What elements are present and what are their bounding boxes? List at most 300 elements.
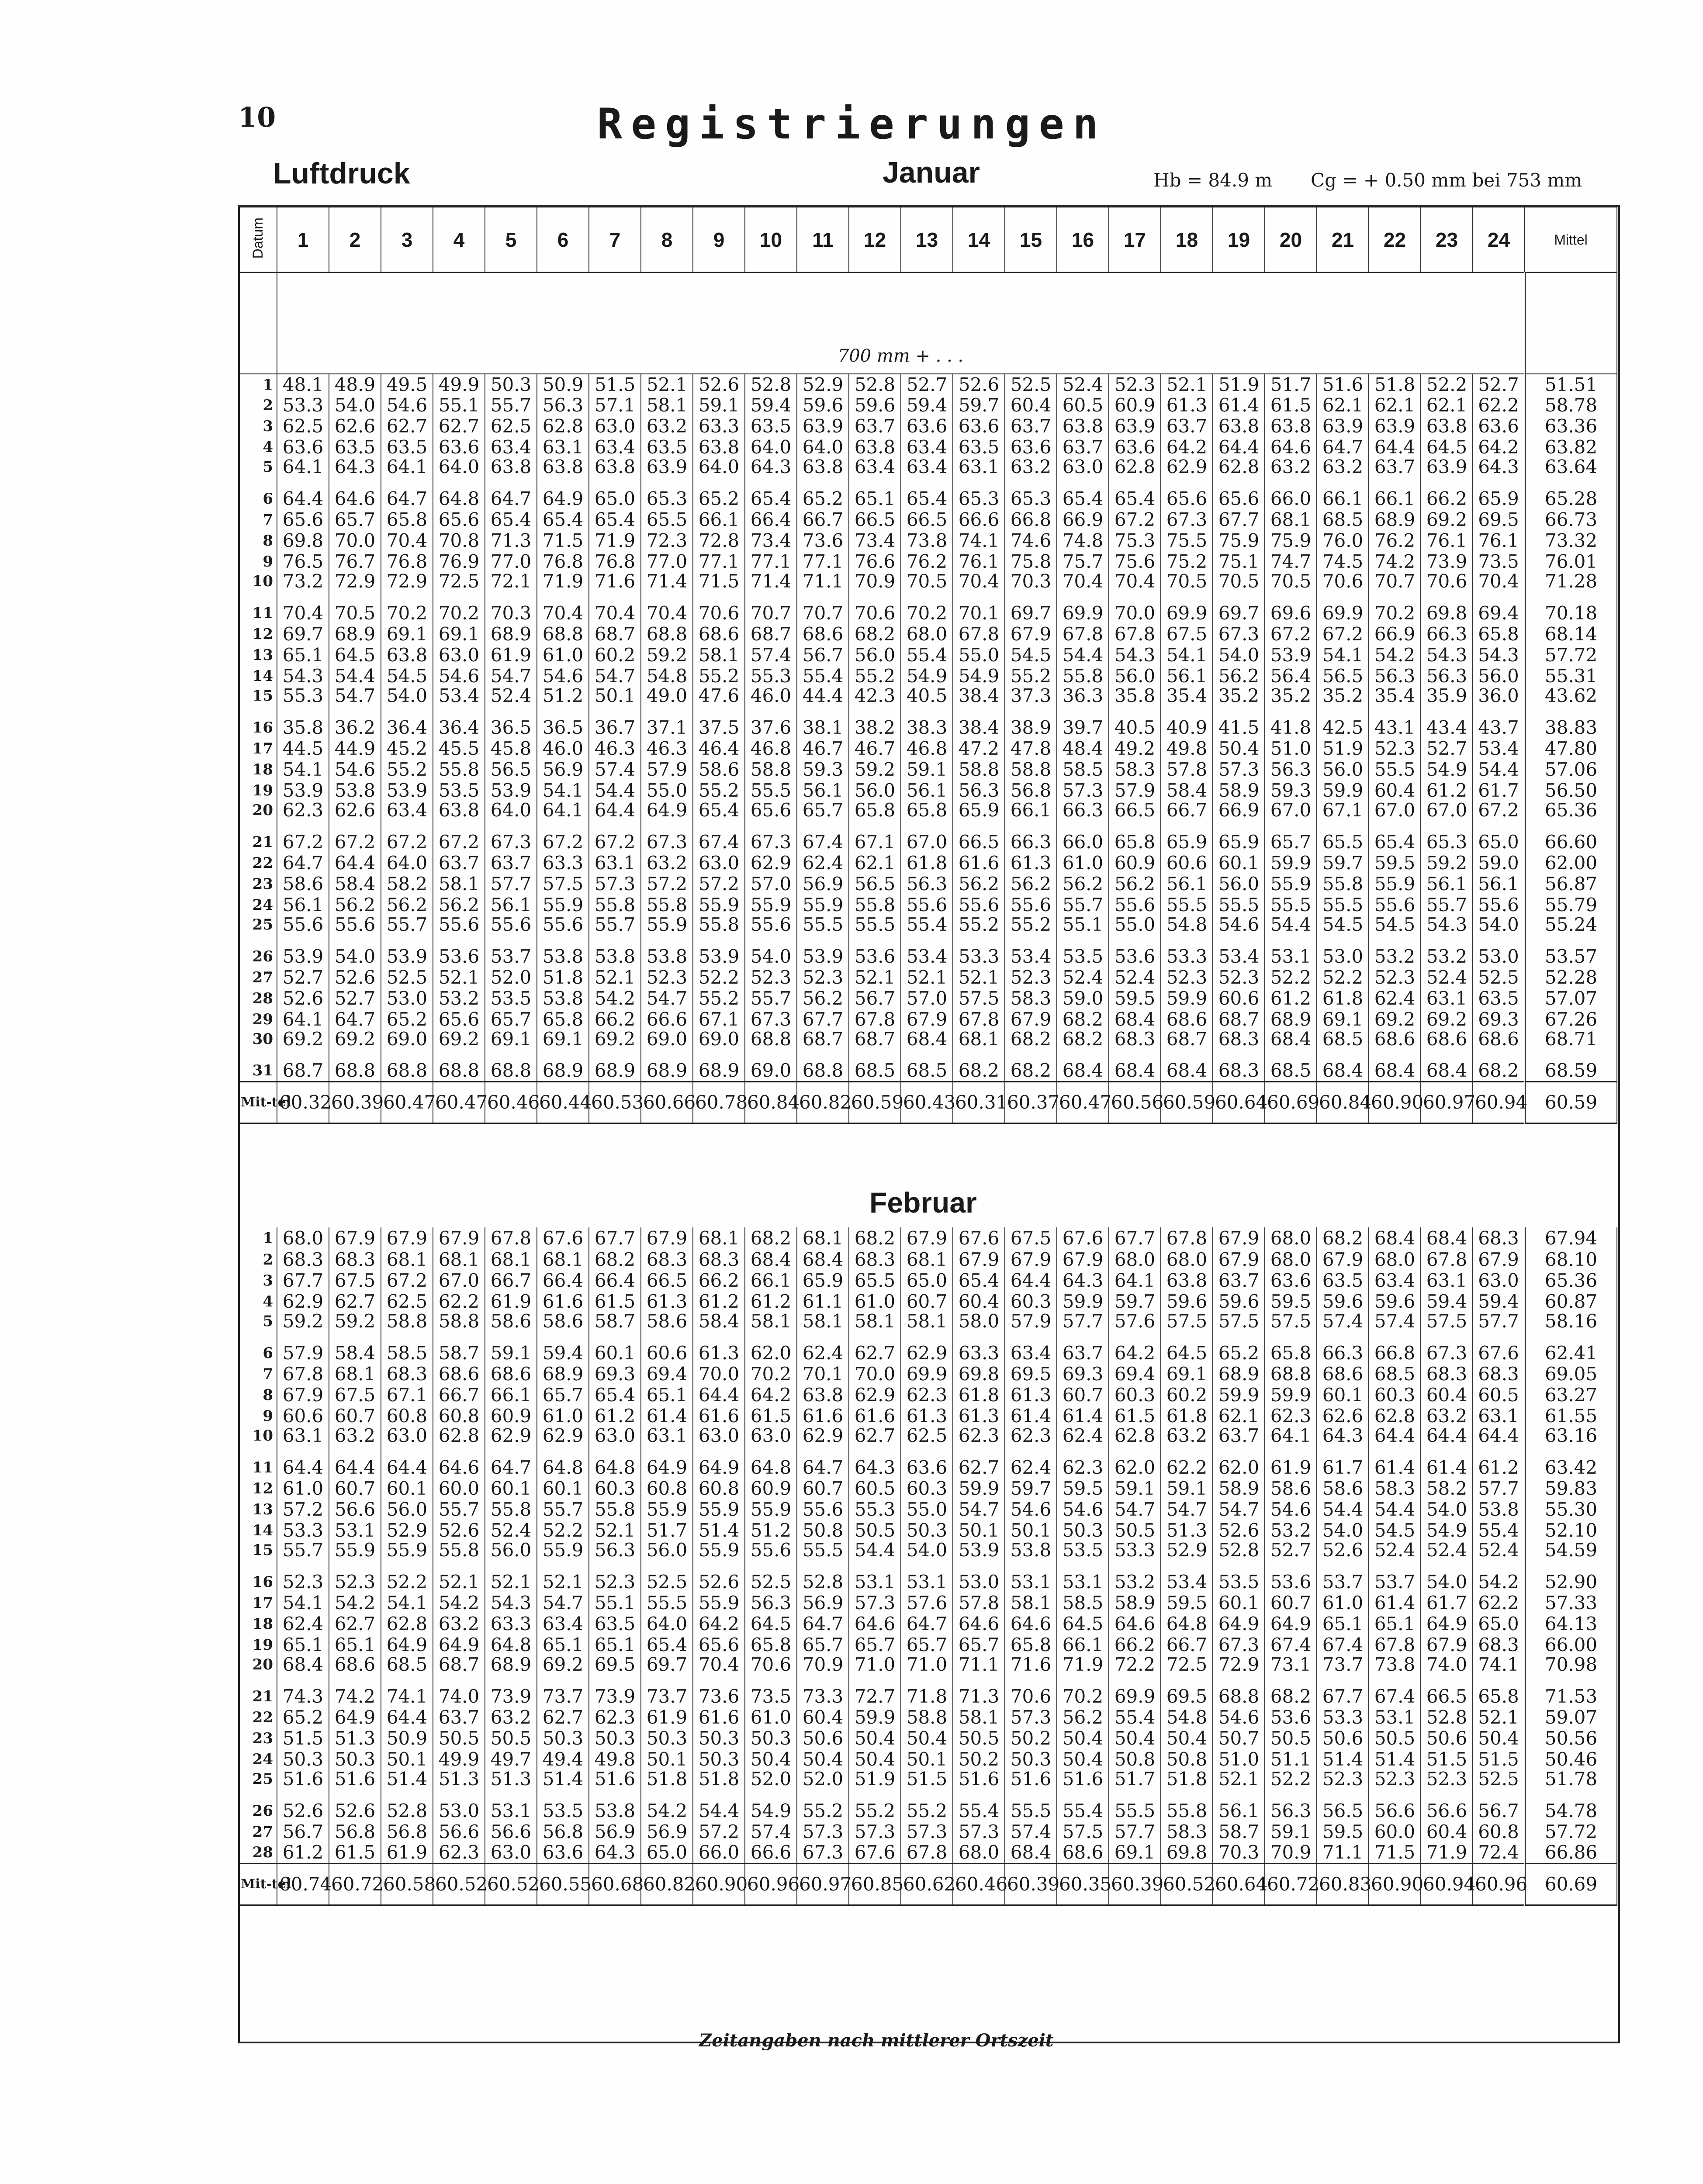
hourly-value: 63.8 — [537, 458, 589, 488]
hourly-value: 68.8 — [537, 624, 589, 645]
hourly-value: 62.8 — [433, 1427, 485, 1457]
hourly-value: 52.3 — [277, 1572, 329, 1593]
hourly-value: 65.3 — [641, 488, 693, 509]
header-row — [239, 207, 1617, 273]
hourly-value: 63.2 — [1421, 1406, 1473, 1427]
hourly-value: 55.6 — [537, 916, 589, 946]
hourly-value: 58.7 — [1213, 1821, 1265, 1842]
hourly-value: 64.1 — [1109, 1270, 1161, 1291]
hourly-value: 68.3 — [1213, 1061, 1265, 1082]
hourly-value: 63.5 — [953, 437, 1005, 458]
hourly-value: 68.8 — [1213, 1686, 1265, 1707]
hourly-value: 57.3 — [849, 1593, 901, 1614]
table-row — [239, 1030, 1617, 1061]
hourly-mean: 60.82 — [641, 1863, 693, 1905]
hourly-mean: 60.32 — [277, 1082, 329, 1123]
hourly-value: 53.4 — [901, 946, 953, 967]
hourly-value: 63.2 — [641, 853, 693, 874]
hourly-value: 55.6 — [797, 1499, 849, 1520]
hourly-value: 68.9 — [1213, 1364, 1265, 1385]
hourly-value: 70.6 — [1005, 1686, 1057, 1707]
hourly-value: 73.9 — [1421, 551, 1473, 572]
hourly-value: 69.7 — [277, 624, 329, 645]
hourly-value: 59.1 — [693, 395, 745, 416]
hourly-value: 59.6 — [849, 395, 901, 416]
hourly-value: 77.1 — [797, 551, 849, 572]
hourly-value: 68.1 — [381, 1249, 433, 1270]
table-row — [239, 1614, 1617, 1635]
hourly-value: 50.5 — [485, 1728, 537, 1749]
hourly-value: 65.8 — [1109, 832, 1161, 853]
hourly-value: 56.7 — [1473, 1800, 1525, 1821]
day-number: 11 — [239, 603, 277, 624]
header-hour: 2 — [329, 207, 381, 273]
hourly-value: 66.3 — [1421, 624, 1473, 645]
hourly-value: 52.1 — [433, 1572, 485, 1593]
hourly-value: 63.7 — [1005, 416, 1057, 437]
hourly-value: 66.0 — [1057, 832, 1109, 853]
hourly-value: 67.2 — [1473, 801, 1525, 832]
hourly-value: 38.2 — [849, 717, 901, 738]
hourly-value: 58.3 — [1369, 1478, 1421, 1499]
hourly-value: 68.3 — [1109, 1030, 1161, 1061]
hourly-value: 69.1 — [381, 624, 433, 645]
hourly-value: 64.3 — [745, 458, 797, 488]
hourly-value: 64.5 — [1161, 1343, 1213, 1364]
hourly-value: 63.2 — [1005, 458, 1057, 488]
hourly-value: 57.7 — [485, 874, 537, 895]
hourly-value: 58.2 — [1421, 1478, 1473, 1499]
hourly-value: 54.5 — [1317, 916, 1369, 946]
hourly-value: 46.0 — [745, 687, 797, 717]
hourly-value: 63.9 — [1369, 416, 1421, 437]
hourly-value: 64.9 — [641, 1457, 693, 1478]
daily-mean: 65.28 — [1525, 488, 1617, 509]
daily-mean: 59.07 — [1525, 1707, 1617, 1728]
table-row — [239, 687, 1617, 717]
hourly-value: 59.6 — [797, 395, 849, 416]
hourly-value: 66.8 — [1369, 1343, 1421, 1364]
hourly-value: 64.4 — [1369, 1427, 1421, 1457]
hourly-value: 51.7 — [641, 1520, 693, 1541]
hourly-value: 63.2 — [641, 416, 693, 437]
hourly-value: 57.7 — [1109, 1821, 1161, 1842]
hourly-value: 74.7 — [1265, 551, 1317, 572]
hourly-value: 60.6 — [1213, 988, 1265, 1009]
hourly-value: 71.4 — [641, 572, 693, 603]
hourly-value: 52.7 — [1265, 1541, 1317, 1572]
day-number: 22 — [239, 1707, 277, 1728]
hourly-value: 54.8 — [641, 666, 693, 687]
hourly-value: 60.9 — [745, 1478, 797, 1499]
hourly-value: 53.4 — [1005, 946, 1057, 967]
hourly-value: 67.8 — [849, 1009, 901, 1030]
hourly-value: 63.9 — [1109, 416, 1161, 437]
hourly-value: 66.5 — [1109, 801, 1161, 832]
hourly-value: 40.5 — [1109, 717, 1161, 738]
hourly-value: 49.4 — [537, 1749, 589, 1770]
table-row — [239, 832, 1617, 853]
hourly-value: 69.2 — [329, 1030, 381, 1061]
hourly-value: 67.9 — [1213, 1249, 1265, 1270]
hourly-value: 49.8 — [1161, 738, 1213, 759]
hourly-mean: 60.35 — [1057, 1863, 1109, 1905]
hourly-value: 70.4 — [589, 603, 641, 624]
daily-mean: 50.46 — [1525, 1749, 1617, 1770]
hourly-value: 67.9 — [1421, 1635, 1473, 1655]
hourly-value: 61.5 — [745, 1406, 797, 1427]
hourly-value: 55.0 — [1109, 916, 1161, 946]
hourly-value: 70.5 — [1265, 572, 1317, 603]
hourly-value: 57.9 — [641, 759, 693, 780]
hourly-value: 55.6 — [745, 1541, 797, 1572]
februar-table — [238, 1227, 1617, 1906]
hourly-value: 59.2 — [277, 1312, 329, 1343]
hourly-value: 52.3 — [1161, 967, 1213, 988]
hourly-value: 62.4 — [797, 1343, 849, 1364]
hourly-value: 51.4 — [381, 1770, 433, 1800]
hourly-value: 57.7 — [1057, 1312, 1109, 1343]
hourly-value: 62.3 — [433, 1842, 485, 1863]
hourly-value: 67.6 — [953, 1227, 1005, 1249]
hourly-value: 63.6 — [901, 416, 953, 437]
hourly-value: 69.1 — [1109, 1842, 1161, 1863]
hourly-value: 59.7 — [1317, 853, 1369, 874]
hourly-value: 52.7 — [1421, 738, 1473, 759]
hourly-value: 74.1 — [1473, 1655, 1525, 1686]
hourly-mean: 60.52 — [485, 1863, 537, 1905]
hourly-value: 53.8 — [537, 988, 589, 1009]
hourly-value: 62.8 — [537, 416, 589, 437]
hourly-value: 68.3 — [1421, 1364, 1473, 1385]
hourly-value: 52.5 — [1005, 374, 1057, 395]
hourly-value: 56.2 — [433, 895, 485, 916]
hourly-value: 51.3 — [329, 1728, 381, 1749]
hourly-value: 50.3 — [693, 1728, 745, 1749]
hourly-value: 70.2 — [433, 603, 485, 624]
hourly-value: 70.5 — [329, 603, 381, 624]
hourly-value: 67.8 — [1421, 1249, 1473, 1270]
hourly-value: 73.2 — [277, 572, 329, 603]
hourly-value: 57.0 — [901, 988, 953, 1009]
hourly-value: 55.8 — [641, 895, 693, 916]
day-number: 12 — [239, 1478, 277, 1499]
daily-mean: 62.00 — [1525, 853, 1617, 874]
hourly-value: 60.8 — [381, 1406, 433, 1427]
hourly-value: 54.9 — [953, 666, 1005, 687]
hourly-value: 67.9 — [1005, 1249, 1057, 1270]
day-number: 7 — [239, 1364, 277, 1385]
hourly-value: 72.1 — [485, 572, 537, 603]
daily-mean: 55.31 — [1525, 666, 1617, 687]
hourly-value: 62.1 — [1213, 1406, 1265, 1427]
hourly-value: 51.2 — [537, 687, 589, 717]
hourly-value: 63.8 — [1057, 416, 1109, 437]
hourly-value: 68.6 — [1161, 1009, 1213, 1030]
hourly-value: 45.5 — [433, 738, 485, 759]
mittel-label: Mit-tel — [239, 1082, 277, 1123]
hourly-value: 52.6 — [693, 1572, 745, 1593]
hourly-value: 67.9 — [1057, 1249, 1109, 1270]
hourly-value: 63.4 — [901, 458, 953, 488]
hourly-value: 55.4 — [1473, 1520, 1525, 1541]
hourly-value: 63.7 — [1213, 1427, 1265, 1457]
hourly-value: 54.2 — [1473, 1572, 1525, 1593]
hourly-value: 63.6 — [1005, 437, 1057, 458]
hourly-value: 63.8 — [849, 437, 901, 458]
table-row — [239, 1478, 1617, 1499]
hourly-value: 61.4 — [1421, 1457, 1473, 1478]
hourly-value: 65.0 — [1473, 832, 1525, 853]
hourly-value: 64.0 — [641, 1614, 693, 1635]
hourly-value: 44.4 — [797, 687, 849, 717]
hourly-value: 65.8 — [381, 509, 433, 530]
hourly-value: 65.8 — [1473, 624, 1525, 645]
hourly-value: 52.1 — [641, 374, 693, 395]
hourly-value: 66.5 — [1421, 1686, 1473, 1707]
hourly-mean: 60.78 — [693, 1082, 745, 1123]
hourly-value: 74.1 — [381, 1686, 433, 1707]
hourly-value: 69.9 — [1161, 603, 1213, 624]
hourly-value: 68.2 — [849, 624, 901, 645]
header-hour: 17 — [1109, 207, 1161, 273]
daily-mean: 52.90 — [1525, 1572, 1617, 1593]
hourly-value: 64.1 — [277, 458, 329, 488]
hourly-value: 58.6 — [693, 759, 745, 780]
hourly-value: 57.8 — [1161, 759, 1213, 780]
hourly-value: 52.5 — [1473, 967, 1525, 988]
hourly-value: 63.4 — [901, 437, 953, 458]
hourly-value: 63.4 — [381, 801, 433, 832]
hourly-value: 65.6 — [277, 509, 329, 530]
table-row — [239, 1364, 1617, 1385]
hourly-value: 59.7 — [953, 395, 1005, 416]
hourly-value: 57.3 — [901, 1821, 953, 1842]
hourly-value: 60.6 — [277, 1406, 329, 1427]
hourly-value: 60.1 — [1213, 853, 1265, 874]
hourly-value: 62.9 — [537, 1427, 589, 1457]
hourly-value: 64.7 — [797, 1614, 849, 1635]
hourly-value: 68.5 — [1317, 509, 1369, 530]
daily-mean: 57.33 — [1525, 1593, 1617, 1614]
hourly-value: 64.4 — [1005, 1270, 1057, 1291]
hourly-value: 52.5 — [641, 1572, 693, 1593]
hourly-value: 52.6 — [329, 1800, 381, 1821]
hourly-value: 68.4 — [745, 1249, 797, 1270]
hourly-value: 69.1 — [433, 624, 485, 645]
hourly-value: 68.2 — [1005, 1030, 1057, 1061]
hourly-value: 46.7 — [849, 738, 901, 759]
hourly-value: 63.1 — [953, 458, 1005, 488]
hourly-value: 56.2 — [797, 988, 849, 1009]
table-row — [239, 1707, 1617, 1728]
hourly-value: 52.9 — [1161, 1541, 1213, 1572]
hourly-value: 62.7 — [537, 1707, 589, 1728]
hourly-value: 62.8 — [1109, 1427, 1161, 1457]
hourly-value: 70.6 — [693, 603, 745, 624]
day-number: 28 — [239, 988, 277, 1009]
hourly-value: 66.1 — [1317, 488, 1369, 509]
day-number: 1 — [239, 374, 277, 395]
hourly-value: 60.3 — [589, 1478, 641, 1499]
day-number: 22 — [239, 853, 277, 874]
hourly-value: 68.0 — [1369, 1249, 1421, 1270]
hourly-value: 55.8 — [485, 1499, 537, 1520]
hourly-value: 56.8 — [537, 1821, 589, 1842]
hourly-value: 54.7 — [1213, 1499, 1265, 1520]
hourly-value: 50.4 — [849, 1749, 901, 1770]
hourly-value: 66.1 — [1005, 801, 1057, 832]
hourly-value: 58.6 — [1265, 1478, 1317, 1499]
hourly-value: 56.7 — [849, 988, 901, 1009]
hourly-value: 56.9 — [797, 874, 849, 895]
hourly-value: 64.3 — [1057, 1270, 1109, 1291]
hourly-value: 53.3 — [1161, 946, 1213, 967]
header-hour: 19 — [1213, 207, 1265, 273]
hourly-value: 55.1 — [433, 395, 485, 416]
hourly-value: 65.0 — [901, 1270, 953, 1291]
hourly-value: 51.5 — [589, 374, 641, 395]
hourly-value: 44.9 — [329, 738, 381, 759]
hourly-value: 50.1 — [641, 1749, 693, 1770]
header-hour: 24 — [1473, 207, 1525, 273]
hourly-value: 54.6 — [1265, 1499, 1317, 1520]
hourly-value: 67.4 — [1369, 1686, 1421, 1707]
hourly-value: 61.9 — [485, 645, 537, 666]
hourly-value: 56.2 — [1109, 874, 1161, 895]
hourly-value: 54.0 — [1473, 916, 1525, 946]
hourly-value: 52.8 — [745, 374, 797, 395]
hourly-value: 58.6 — [277, 874, 329, 895]
hourly-value: 66.1 — [745, 1270, 797, 1291]
hourly-value: 59.1 — [485, 1343, 537, 1364]
daily-mean: 55.79 — [1525, 895, 1617, 916]
hourly-value: 67.2 — [537, 832, 589, 853]
hourly-value: 69.3 — [1473, 1009, 1525, 1030]
table-row — [239, 624, 1617, 645]
hourly-value: 64.0 — [433, 458, 485, 488]
hourly-value: 69.5 — [589, 1655, 641, 1686]
hourly-value: 64.7 — [485, 488, 537, 509]
hourly-value: 58.4 — [329, 1343, 381, 1364]
hourly-value: 74.2 — [1369, 551, 1421, 572]
hourly-value: 64.2 — [1161, 437, 1213, 458]
hourly-value: 55.3 — [277, 687, 329, 717]
hourly-value: 54.3 — [277, 666, 329, 687]
hourly-value: 67.3 — [1213, 624, 1265, 645]
hourly-mean: 60.31 — [953, 1082, 1005, 1123]
hourly-value: 70.2 — [381, 603, 433, 624]
hourly-value: 53.3 — [277, 395, 329, 416]
hourly-value: 60.9 — [1109, 395, 1161, 416]
hourly-value: 62.9 — [849, 1385, 901, 1406]
hourly-value: 35.2 — [1213, 687, 1265, 717]
hourly-value: 67.4 — [1317, 1635, 1369, 1655]
hourly-value: 54.9 — [745, 1800, 797, 1821]
hourly-value: 63.0 — [433, 645, 485, 666]
hourly-value: 65.9 — [1473, 488, 1525, 509]
hourly-value: 59.9 — [1057, 1291, 1109, 1312]
hourly-value: 53.3 — [1317, 1707, 1369, 1728]
hourly-value: 66.6 — [641, 1009, 693, 1030]
hourly-value: 62.2 — [433, 1291, 485, 1312]
hourly-value: 60.7 — [1057, 1385, 1109, 1406]
hourly-value: 53.2 — [1265, 1520, 1317, 1541]
hourly-value: 63.6 — [277, 437, 329, 458]
hourly-value: 58.1 — [433, 874, 485, 895]
hourly-value: 52.4 — [1057, 967, 1109, 988]
hourly-value: 55.6 — [901, 895, 953, 916]
hourly-value: 62.7 — [849, 1427, 901, 1457]
hourly-value: 66.5 — [641, 1270, 693, 1291]
hourly-value: 68.4 — [1161, 1061, 1213, 1082]
hourly-mean: 60.72 — [1265, 1863, 1317, 1905]
hourly-value: 51.6 — [329, 1770, 381, 1800]
hourly-value: 50.4 — [1213, 738, 1265, 759]
daily-mean: 58.78 — [1525, 395, 1617, 416]
hourly-value: 65.4 — [693, 801, 745, 832]
day-number: 29 — [239, 1009, 277, 1030]
hourly-value: 67.0 — [1421, 801, 1473, 832]
table-row — [239, 759, 1617, 780]
hourly-value: 50.9 — [381, 1728, 433, 1749]
hourly-value: 54.6 — [329, 759, 381, 780]
hourly-value: 54.3 — [1421, 645, 1473, 666]
hourly-mean: 60.46 — [485, 1082, 537, 1123]
hourly-value: 66.4 — [537, 1270, 589, 1291]
table-row — [239, 1821, 1617, 1842]
day-number: 3 — [239, 1270, 277, 1291]
hourly-value: 52.2 — [1265, 967, 1317, 988]
hourly-value: 37.5 — [693, 717, 745, 738]
hourly-value: 69.2 — [433, 1030, 485, 1061]
mittel-label: Mit-tel — [239, 1863, 277, 1905]
hourly-value: 61.6 — [953, 853, 1005, 874]
hourly-value: 68.7 — [745, 624, 797, 645]
subheader-unit: 700 mm + . . . — [277, 273, 1525, 374]
day-number: 5 — [239, 458, 277, 488]
hourly-value: 55.2 — [849, 666, 901, 687]
hourly-value: 63.0 — [589, 1427, 641, 1457]
daily-mean: 63.27 — [1525, 1385, 1617, 1406]
hourly-value: 55.5 — [1369, 759, 1421, 780]
hourly-value: 60.5 — [849, 1478, 901, 1499]
hourly-value: 64.0 — [381, 853, 433, 874]
hourly-mean: 60.64 — [1213, 1082, 1265, 1123]
hourly-value: 62.3 — [1057, 1457, 1109, 1478]
hourly-value: 60.1 — [1317, 1385, 1369, 1406]
hourly-value: 67.6 — [1473, 1343, 1525, 1364]
hourly-value: 63.5 — [329, 437, 381, 458]
day-number: 10 — [239, 572, 277, 603]
hourly-value: 67.3 — [1213, 1635, 1265, 1655]
hourly-value: 67.5 — [1161, 624, 1213, 645]
hourly-value: 59.5 — [1057, 1478, 1109, 1499]
hourly-value: 76.5 — [277, 551, 329, 572]
hourly-value: 54.4 — [1473, 759, 1525, 780]
hourly-value: 55.6 — [1473, 895, 1525, 916]
hourly-value: 69.4 — [1473, 603, 1525, 624]
hourly-value: 58.2 — [381, 874, 433, 895]
hourly-value: 54.2 — [1369, 645, 1421, 666]
hourly-value: 52.6 — [953, 374, 1005, 395]
day-number: 3 — [239, 416, 277, 437]
hourly-value: 55.9 — [537, 1541, 589, 1572]
hourly-value: 52.2 — [1265, 1770, 1317, 1800]
table-row — [239, 916, 1617, 946]
daily-mean: 67.26 — [1525, 1009, 1617, 1030]
header-hour: 18 — [1161, 207, 1213, 273]
